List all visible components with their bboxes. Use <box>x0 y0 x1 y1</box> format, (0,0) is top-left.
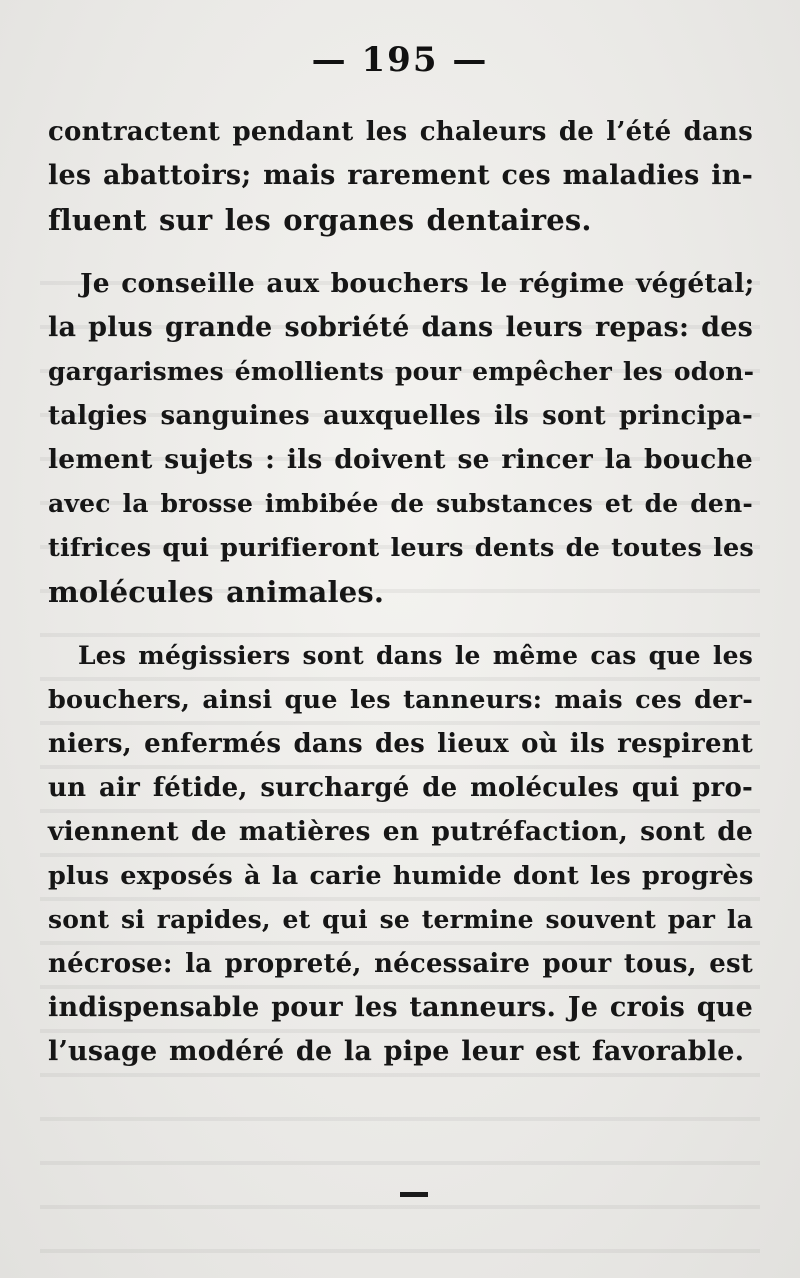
text-line: plus exposés à la carie humide dont les progrès <box>48 861 754 891</box>
text-line: nécrose: la propreté, nécessaire pour tous, est <box>48 949 753 979</box>
text-line: talgies sanguines auxquelles ils sont principa- <box>48 401 753 431</box>
text-line: indispensable pour les tanneurs. Je crois que <box>48 992 753 1023</box>
text-line: l’usage modéré de la pipe leur est favorable. <box>48 1036 745 1067</box>
text-line: bouchers, ainsi que les tanneurs: mais ces der- <box>48 685 753 715</box>
text-line: viennent de matières en putréfaction, sont de <box>48 816 753 847</box>
text-line: Les mégissiers sont dans le même cas que les <box>78 641 753 670</box>
body-text <box>48 110 753 1074</box>
text-line: niers, enfermés dans des lieux où ils respirent <box>48 729 753 759</box>
page-number: — 195 — <box>311 40 489 80</box>
text-line: la plus grande sobriété dans leurs repas: des <box>48 312 753 343</box>
text-line: contractent pendant les chaleurs de l’été dans <box>48 117 753 147</box>
paragraph-1 <box>48 110 753 242</box>
footer-rule <box>400 1192 428 1197</box>
text-line: tifrices qui purifieront leurs dents de toutes les <box>48 533 754 563</box>
text-line: lement sujets : ils doivent se rincer la bouche <box>48 444 753 475</box>
text-line: un air fétide, surchargé de molécules qui pro- <box>48 773 753 803</box>
text-line: gargarismes émollients pour empêcher les odon- <box>48 357 755 386</box>
text-line: les abattoirs; mais rarement ces maladies in- <box>48 160 753 191</box>
text-line: fluent sur les organes dentaires. <box>48 203 592 237</box>
text-line: sont si rapides, et qui se termine souvent par la <box>48 905 753 934</box>
text-line: molécules animales. <box>48 575 385 609</box>
text-line: avec la brosse imbibée de substances et de den- <box>48 489 753 518</box>
paragraph-3 <box>48 634 753 1074</box>
text-line: Je conseille aux bouchers le régime végétal; <box>80 268 755 299</box>
paragraph-2 <box>48 262 753 614</box>
